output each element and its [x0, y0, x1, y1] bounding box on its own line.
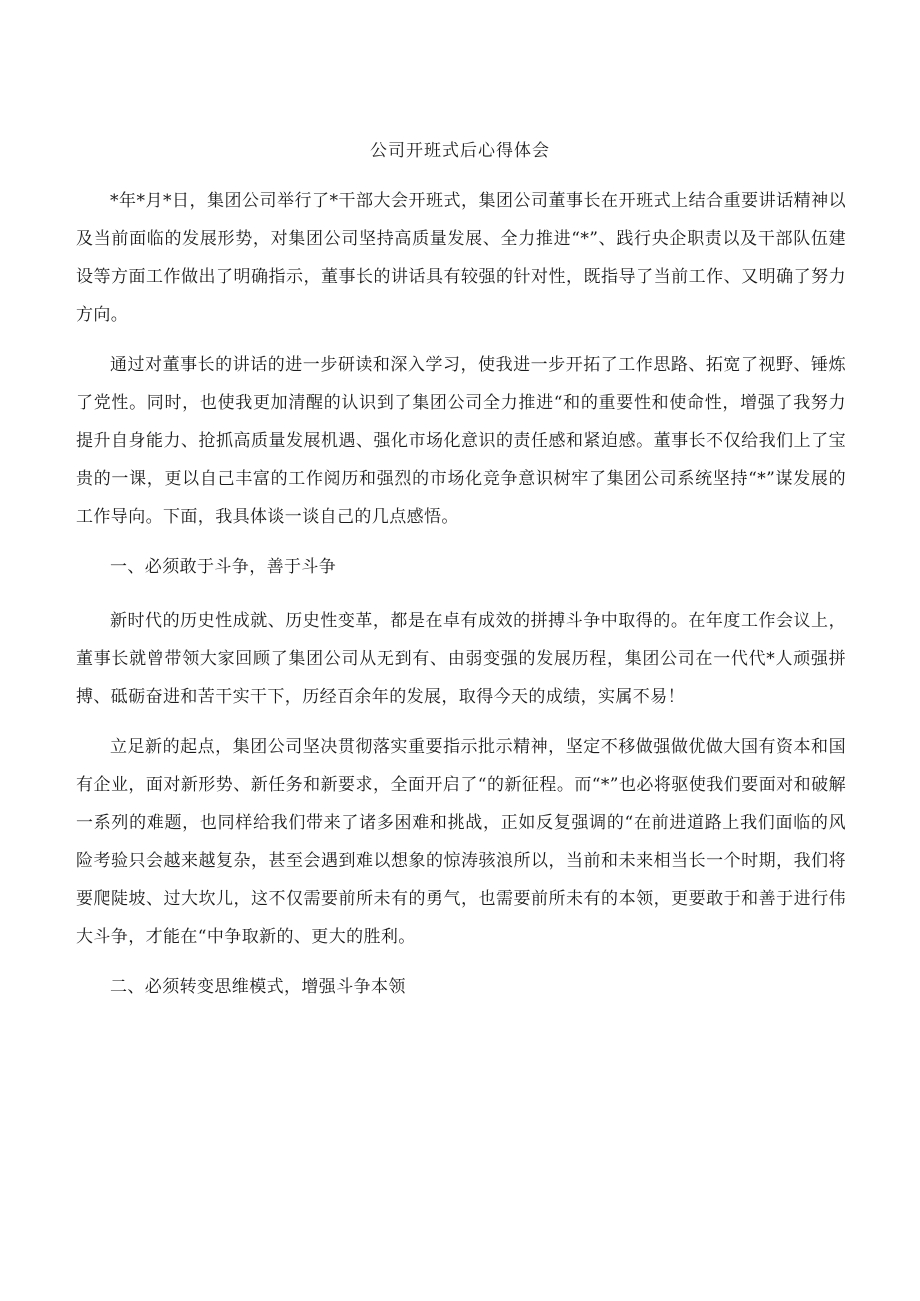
paragraph-new-starting-point: 立足新的起点，集团公司坚决贯彻落实重要指示批示精神，坚定不移做强做优做大国有资本和国有企业，面对新形势、新任务和新要求，全面开启了“的新征程。而“*”也必将驱使我们要面对和破解一系列的难题，也同样给我们带来了诸多困难和挑战，正如反复强调的“在前进道路上我们面临的风险考验只会越来越复杂，甚至会遇到难以想象的惊涛骇浪所以，当前和未来相当长一个时期，我们将要爬陡坡、过大坎儿，这不仅需要前所未有的勇气，也需要前所未有的本领，更要敢于和善于进行伟大斗争，才能在“中争取新的、更大的胜利。 [76, 737, 846, 947]
paragraph-intro: *年*月*日，集团公司举行了*干部大会开班式，集团公司董事长在开班式上结合重要讲话精神以及当前面临的发展形势，对集团公司坚持高质量发展、全力推进“*”、践行央企职责以及干部队伍建设等方面工作做出了明确指示，董事长的讲话具有较强的针对性，既指导了当前工作、又明确了努力方向。 [76, 191, 846, 325]
paragraph-achievements: 新时代的历史性成就、历史性变革，都是在卓有成效的拼搏斗争中取得的。在年度工作会议上，董事长就曾带领大家回顾了集团公司从无到有、由弱变强的发展历程，集团公司在一代代*人顽强拼搏、砥砺奋进和苦干实干下，历经百余年的发展，取得今天的成绩，实属不易！ [76, 611, 846, 707]
section-heading-1: 一、必须敢于斗争，善于斗争 [110, 557, 337, 577]
document-body [76, 182, 846, 1022]
document-title: 公司开班式后心得体会 [370, 141, 550, 161]
section-heading-2: 二、必须转变思维模式，增强斗争本领 [110, 977, 406, 997]
paragraph-study: 通过对董事长的讲话的进一步研读和深入学习，使我进一步开拓了工作思路、拓宽了视野、锤炼了党性。同时，也使我更加清醒的认识到了集团公司全力推进“和的重要性和使命性，增强了我努力提升自身能力、抢抓高质量发展机遇、强化市场化意识的责任感和紧迫感。董事长不仅给我们上了宝贵的一课，更以自己丰富的工作阅历和强烈的市场化竞争意识树牢了集团公司系统坚持“*”谋发展的工作导向。下面，我具体谈一谈自己的几点感悟。 [76, 355, 846, 527]
